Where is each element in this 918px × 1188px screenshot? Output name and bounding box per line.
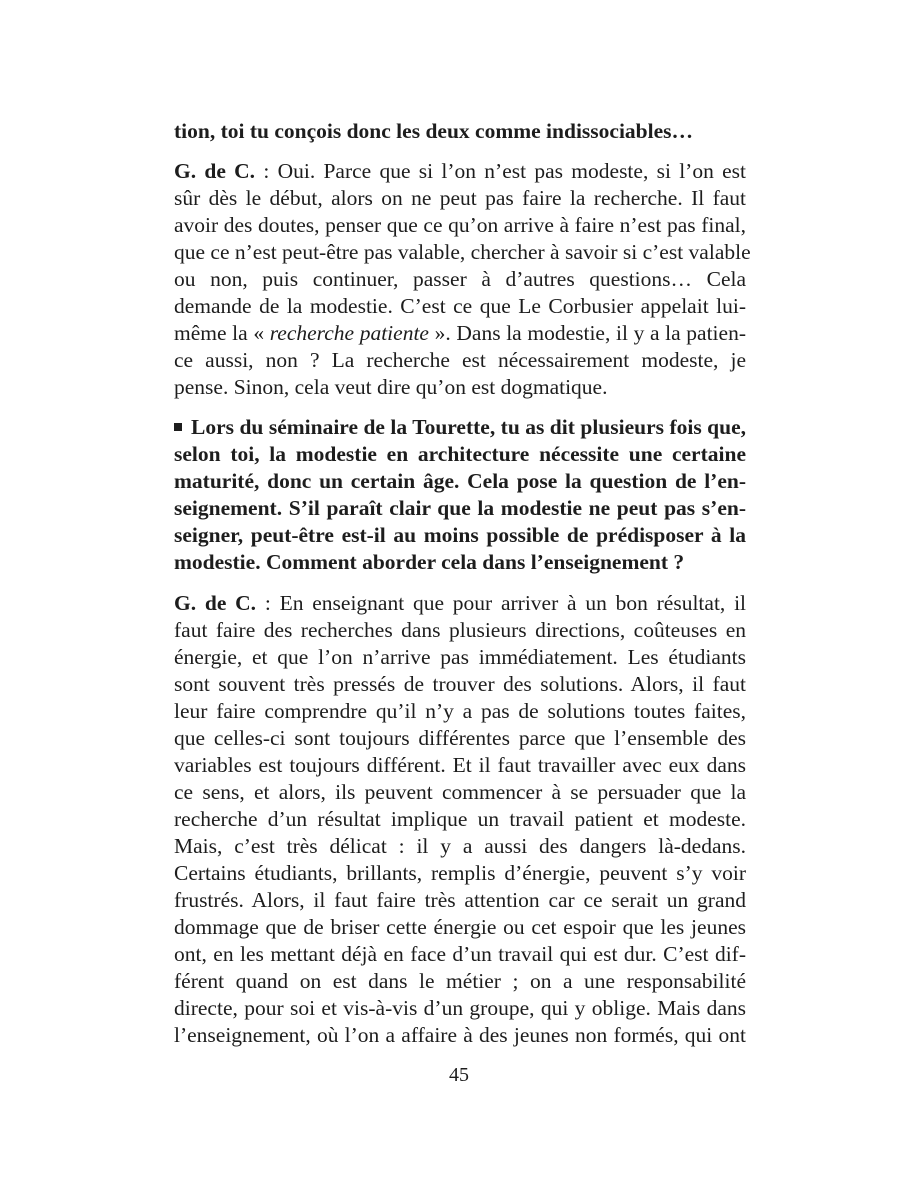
- answer-paragraph-2: [174, 590, 746, 1049]
- text-line: G. de C. : Oui. Parce que si l’on n’est pas modeste, si l’on est: [174, 159, 746, 183]
- text-line: selon toi, la modestie en architecture nécessite une certaine: [174, 442, 746, 466]
- continuation-paragraph: [174, 118, 746, 145]
- text-line: variables est toujours différent. Et il faut travailler avec eux dans: [174, 753, 746, 777]
- text-line: maturité, donc un certain âge. Cela pose la question de l’en-: [174, 469, 746, 493]
- speaker-label: G. de C.: [174, 591, 257, 615]
- text-line: ce sens, et alors, ils peuvent commencer à se persuader que la: [174, 780, 746, 804]
- text-line: ce aussi, non ? La recherche est nécessairement modeste, je: [174, 348, 746, 372]
- square-bullet-icon: [174, 423, 182, 431]
- question-paragraph: [174, 414, 746, 576]
- text-line: modestie. Comment aborder cela dans l’enseignement ?: [174, 550, 685, 574]
- text-line: directe, pour soi et vis-à-vis d’un groupe, qui y oblige. Mais dans: [174, 996, 746, 1020]
- speaker-label: G. de C.: [174, 159, 256, 183]
- text-line: férent quand on est dans le métier ; on a une responsabilité: [174, 969, 746, 993]
- text-line: frustrés. Alors, il faut faire très attention car ce serait un grand: [174, 888, 746, 912]
- italic-quote: recherche patiente: [269, 321, 429, 345]
- text-line: faut faire des recherches dans plusieurs directions, coûteuses en: [174, 618, 746, 642]
- text-line: Certains étudiants, brillants, remplis d’énergie, peuvent s’y voir: [174, 861, 746, 885]
- text-line: Lors du séminaire de la Tourette, tu as dit plusieurs fois que,: [174, 414, 746, 441]
- text-line: que celles-ci sont toujours différentes parce que l’ensemble des: [174, 726, 746, 750]
- text-line: énergie, et que l’on n’arrive pas immédiatement. Les étudiants: [174, 645, 746, 669]
- text-line: tion, toi tu conçois donc les deux comme indissociables…: [174, 119, 694, 143]
- text-line: dommage que de briser cette énergie ou cet espoir que les jeunes: [174, 915, 746, 939]
- text-line: demande de la modestie. C’est ce que Le Corbusier appelait lui-: [174, 294, 746, 318]
- text-line: seigner, peut-être est-il au moins possible de prédisposer à la: [174, 523, 746, 547]
- text-line: avoir des doutes, penser que ce qu’on arrive à faire n’est pas final,: [174, 213, 746, 237]
- text-line: leur faire comprendre qu’il n’y a pas de solutions toutes faites,: [174, 699, 746, 723]
- text-line: recherche d’un résultat implique un travail patient et modeste.: [174, 807, 746, 831]
- text-line: ou non, puis continuer, passer à d’autres questions… Cela: [174, 267, 746, 291]
- text-line: sûr dès le début, alors on ne peut pas faire la recherche. Il faut: [174, 186, 746, 210]
- text-line: l’enseignement, où l’on a affaire à des jeunes non formés, qui ont: [174, 1023, 746, 1047]
- text-line: ont, en les mettant déjà en face d’un travail qui est dur. C’est dif-: [174, 942, 746, 966]
- page-number: 45: [449, 1064, 469, 1086]
- text-line: même la « recherche patiente ». Dans la modestie, il y a la patien-: [174, 321, 746, 345]
- text-line: que ce n’est peut-être pas valable, chercher à savoir si c’est valable: [174, 240, 751, 264]
- text-line: seignement. S’il paraît clair que la modestie ne peut pas s’en-: [174, 496, 746, 520]
- text-line: sont souvent très pressés de trouver des solutions. Alors, il faut: [174, 672, 746, 696]
- answer-paragraph-1: [174, 158, 751, 401]
- text-line: G. de C. : En enseignant que pour arriver à un bon résultat, il: [174, 591, 747, 615]
- text-line: Mais, c’est très délicat : il y a aussi des dangers là-dedans.: [174, 834, 746, 858]
- text-line: pense. Sinon, cela veut dire qu’on est dogmatique.: [174, 375, 608, 399]
